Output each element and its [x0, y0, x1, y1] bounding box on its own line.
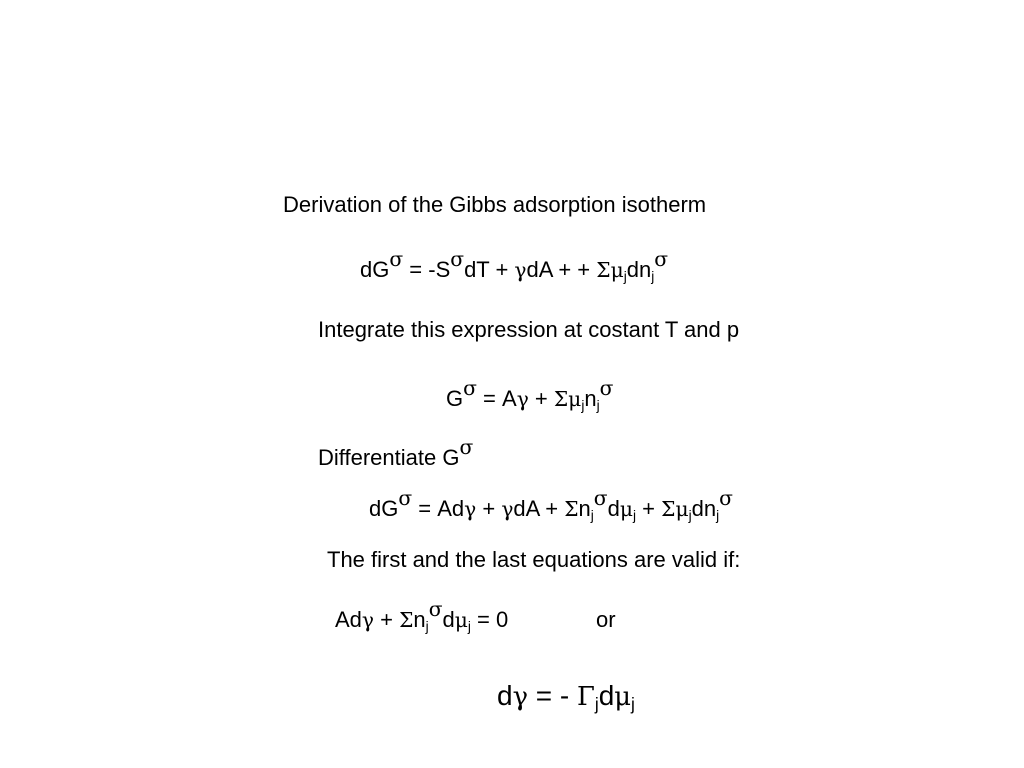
eq-superscript: σ: [428, 596, 443, 621]
equation-gibbs-duhem: [335, 596, 509, 635]
eq-text: = -: [527, 680, 577, 711]
eq-superscript: σ: [459, 434, 474, 459]
eq-text: d: [442, 607, 455, 632]
slide-title: Derivation of the Gibbs adsorption isotherm: [283, 192, 707, 217]
eq-superscript: σ: [654, 246, 669, 271]
eq-subscript: j: [633, 508, 637, 524]
or-label: or: [596, 607, 616, 632]
eq-symbol: μ: [619, 497, 634, 521]
eq-symbol: Σ: [564, 497, 579, 521]
eq-text: d: [607, 496, 620, 521]
instruction-text: Differentiate G: [318, 445, 460, 470]
eq-text: d: [497, 680, 513, 711]
eq-symbol: μ: [614, 682, 632, 712]
equation-dG-differential: [369, 485, 733, 524]
eq-symbol: μ: [610, 258, 624, 282]
eq-symbol: γ: [512, 682, 528, 712]
eq-symbol: γ: [501, 497, 514, 521]
eq-subscript: j: [594, 694, 599, 715]
eq-text: n: [578, 496, 591, 521]
equation-dG-surface: [360, 246, 669, 285]
eq-symbol: Σ: [596, 258, 611, 282]
eq-text: dA + +: [526, 257, 597, 282]
eq-subscript: j: [467, 619, 471, 635]
eq-superscript: σ: [389, 246, 404, 271]
eq-text: dA +: [513, 496, 565, 521]
eq-text: +: [374, 607, 400, 632]
eq-text: dG: [360, 257, 390, 282]
eq-text: = 0: [470, 607, 509, 632]
eq-superscript: σ: [719, 485, 733, 510]
eq-symbol: Σ: [661, 497, 676, 521]
eq-superscript: σ: [593, 485, 608, 510]
eq-text: dG: [369, 496, 399, 521]
eq-subscript: j: [688, 508, 692, 524]
eq-symbol: γ: [361, 608, 375, 632]
eq-symbol: Σ: [399, 608, 414, 632]
eq-symbol: μ: [454, 608, 468, 632]
eq-text: Ad: [335, 607, 362, 632]
eq-subscript: j: [581, 398, 585, 414]
eq-symbol: γ: [464, 497, 477, 521]
eq-subscript: j: [596, 398, 600, 414]
eq-subscript: j: [716, 508, 720, 524]
eq-superscript: σ: [450, 246, 465, 271]
eq-text: dn: [691, 496, 717, 521]
eq-text: dn: [626, 257, 652, 282]
eq-superscript: σ: [398, 485, 413, 510]
eq-subscript: j: [590, 508, 594, 524]
eq-text: = A: [476, 386, 517, 411]
eq-text: +: [528, 386, 554, 411]
eq-text: dT +: [464, 257, 515, 282]
eq-symbol: Σ: [553, 387, 569, 411]
eq-text: n: [584, 386, 597, 411]
eq-symbol: μ: [675, 497, 689, 521]
equation-gibbs-isotherm: [497, 680, 635, 715]
instruction-integrate: Integrate this expression at costant T and p: [318, 317, 740, 342]
eq-text: +: [476, 496, 502, 521]
eq-subscript: j: [623, 269, 627, 285]
eq-symbol: Γ: [576, 682, 595, 712]
eq-text: d: [598, 680, 615, 711]
eq-text: G: [446, 386, 464, 411]
eq-subscript: j: [651, 269, 655, 285]
eq-superscript: σ: [599, 375, 614, 400]
eq-symbol: γ: [516, 387, 529, 411]
eq-text: = Ad: [412, 496, 465, 521]
instruction-differentiate: [318, 434, 474, 470]
eq-superscript: σ: [463, 375, 477, 400]
eq-subscript: j: [425, 619, 429, 635]
eq-symbol: μ: [568, 387, 582, 411]
eq-text: n: [413, 607, 426, 632]
eq-symbol: γ: [514, 258, 527, 282]
eq-text: +: [636, 496, 662, 521]
instruction-validity: The first and the last equations are valid if:: [327, 547, 741, 572]
eq-subscript: j: [631, 694, 635, 715]
eq-text: = -S: [403, 257, 451, 282]
equation-G-surface: [446, 375, 614, 414]
